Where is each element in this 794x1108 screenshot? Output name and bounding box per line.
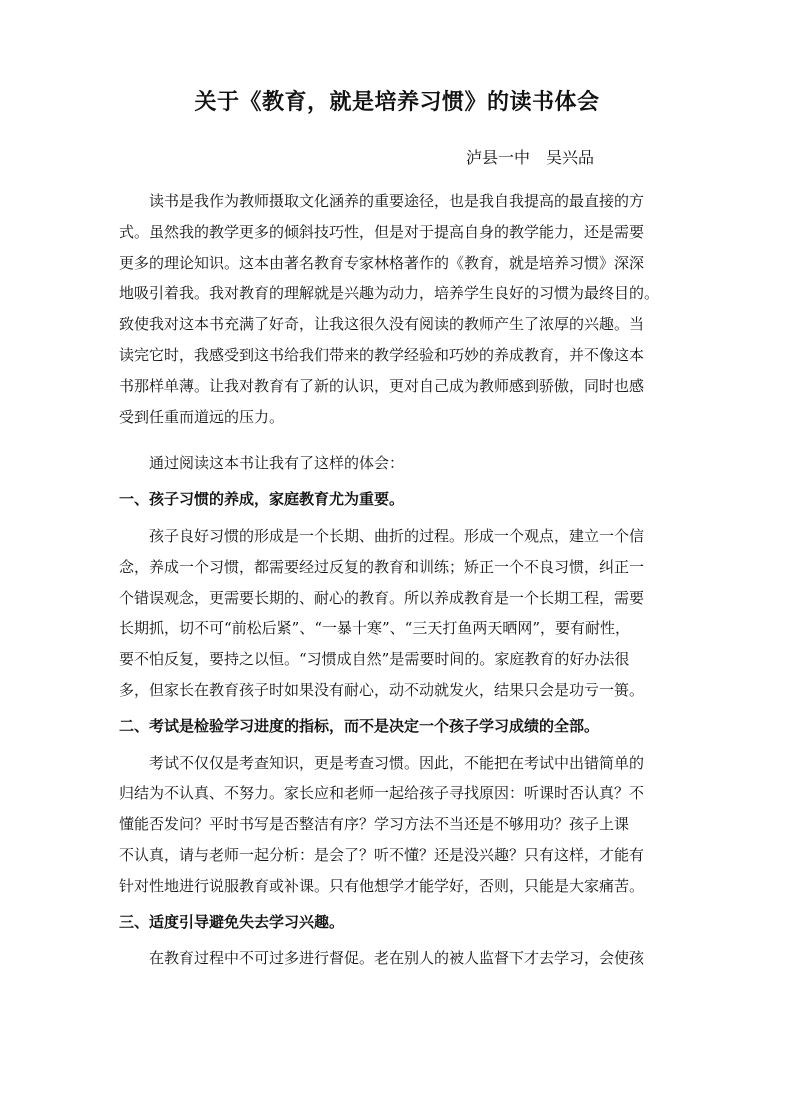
text-line: 读完它时，我感受到这书给我们带来的教学经验和巧妙的养成教育，并不像这本 bbox=[119, 345, 645, 364]
section-heading-2: 二、考试是检验学习进度的指标，而不是决定一个孩子学习成绩的全部。 bbox=[119, 716, 600, 735]
text-line: 在教育过程中不可过多进行督促。老在别人的被人监督下才去学习，会使孩 bbox=[149, 949, 645, 968]
text-line: 孩子良好习惯的形成是一个长期、曲折的过程。形成一个观点，建立一个信 bbox=[149, 526, 645, 545]
section-heading-1: 一、孩子习惯的养成，家庭教育尤为重要。 bbox=[119, 490, 405, 509]
transition-paragraph: 通过阅读这本书让我有了这样的体会： bbox=[149, 454, 405, 473]
text-line: 更多的理论知识。这本由著名教育专家林格著作的《教育，就是培养习惯》深深 bbox=[119, 253, 645, 272]
text-line: 式。虽然我的教学更多的倾斜技巧性，但是对于提高自身的教学能力，还是需要 bbox=[119, 222, 645, 241]
text-line: 受到任重而道远的压力。 bbox=[119, 407, 285, 426]
text-line: 多，但家长在教育孩子时如果没有耐心，动不动就发火，结果只会是功亏一篑。 bbox=[119, 680, 645, 699]
intro-paragraph bbox=[119, 186, 687, 432]
text-line: 读书是我作为教师摄取文化涵养的重要途径，也是我自我提高的最直接的方 bbox=[149, 192, 645, 210]
text-line: 长期抓，切不可“前松后紧”、“一暴十寒”、“三天打鱼两天晒网”，要有耐性， bbox=[119, 619, 631, 638]
text-line: 归结为不认真、不努力。家长应和老师一起给孩子寻找原因：听课时否认真？不 bbox=[119, 784, 645, 803]
text-line: 懂能否发问？平时书写是否整洁有序？学习方法不当还是不够用功？孩子上课 bbox=[119, 815, 630, 834]
section-heading-3: 三、适度引导避免失去学习兴趣。 bbox=[119, 912, 345, 931]
section-2-paragraph bbox=[119, 748, 687, 902]
text-line: 书那样单薄。让我对教育有了新的认识，更对自己成为教师感到骄傲，同时也感 bbox=[119, 376, 645, 395]
text-line: 要不怕反复，要持之以恒。“习惯成自然”是需要时间的。家庭教育的好办法很 bbox=[119, 650, 630, 669]
document-title: 关于《教育，就是培养习惯》的读书体会 bbox=[194, 89, 600, 115]
text-line: 个错误观念，更需要长期的、耐心的教育。所以养成教育是一个长期工程，需要 bbox=[119, 588, 645, 607]
document-body bbox=[119, 186, 687, 974]
section-3-paragraph bbox=[119, 943, 687, 974]
text-line: 针对性地进行说服教育或补课。只有他想学才能学好，否则，只能是大家痛苦。 bbox=[119, 876, 645, 895]
text-line: 不认真，请与老师一起分析：是会了？听不懂？还是没兴趣？只有这样，才能有 bbox=[119, 845, 645, 864]
text-line: 考试不仅仅是考查知识，更是考查习惯。因此，不能把在考试中出错简单的 bbox=[149, 753, 645, 772]
text-line: 地吸引着我。我对教育的理解就是兴趣为动力，培养学生良好的习惯为最终目的。 bbox=[119, 284, 660, 303]
text-line: 致使我对这本书充满了好奇，让我这很久没有阅读的教师产生了浓厚的兴趣。当 bbox=[119, 315, 645, 334]
text-line: 念，养成一个习惯，都需要经过反复的教育和训练；矫正一个不良习惯，纠正一 bbox=[119, 557, 645, 576]
author-line: 泸县一中 吴兴品 bbox=[466, 148, 595, 167]
section-1-paragraph bbox=[119, 521, 687, 706]
